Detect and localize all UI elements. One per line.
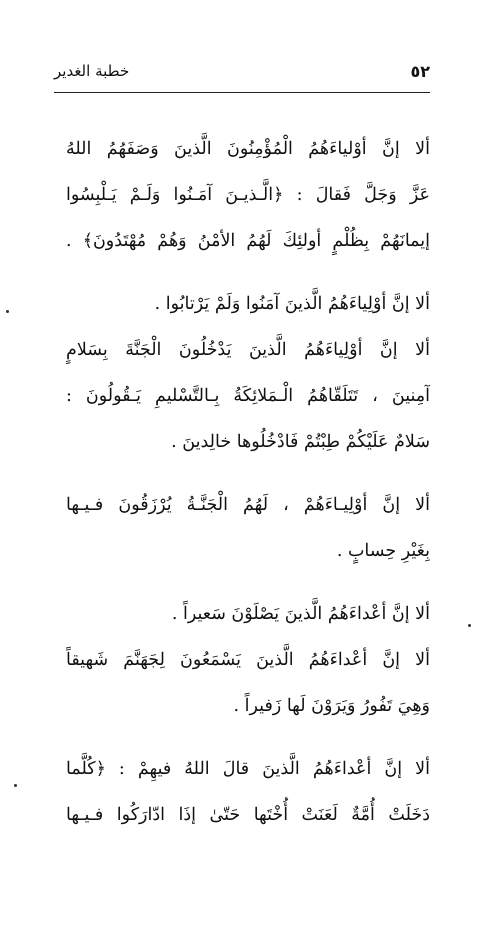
paragraph-4 — [66, 482, 430, 574]
running-title: خطبة الغدير — [54, 62, 130, 80]
text-line: بِغَيْرِ حِسابٍ . — [336, 541, 430, 561]
paragraph-3 — [66, 327, 430, 465]
paragraph-1 — [66, 126, 430, 264]
margin-speck — [6, 310, 9, 313]
text-line: وَهِيَ تَفُورُ وَيَرَوْنَ لَها زَفيراً . — [233, 696, 430, 716]
margin-speck — [468, 624, 471, 627]
text-line: ألا إنَّ أوْلياءَهُمُ الْمُؤْمِنُونَ الَّذينَ وَصَفَهُمُ اللهُ — [66, 139, 430, 159]
text-line: ألا إنَّ أعْداءَهُمُ الَّذينَ يَصْلَوْنَ سَعيراً . — [171, 604, 430, 624]
paragraph-6 — [66, 637, 430, 729]
text-line: ألا إنَّ أعْداءَهُمُ الَّذينَ قالَ اللهُ فيهِمْ : ﴿كُلَّما — [66, 759, 430, 779]
page-number: ٥٢ — [410, 62, 430, 81]
text-line: عَزَّ وَجَلَّ فَقالَ : ﴿الَّـذيـنَ آمَـنُوا وَلَـمْ يَـلْبِسُوا — [66, 185, 430, 205]
text-line: سَلامٌ عَلَيْكُمْ طِبْتُمْ فَادْخُلُوها خالِدينَ . — [171, 432, 430, 452]
paragraph-7 — [66, 746, 430, 838]
header-rule — [54, 92, 430, 93]
text-line: ألا إنَّ أوْلِياءَهُمُ الَّذينَ يَدْخُلُونَ الْجَنَّةَ بِسَلامٍ — [66, 340, 430, 360]
text-line: ألا إنَّ أعْداءَهُمُ الَّذينَ يَسْمَعُونَ لِجَهَنَّمَ شَهيقاً — [66, 650, 430, 670]
text-line: إيمانَهُمْ بِظُلْمٍ أولئِكَ لَهُمُ الأمْنُ وَهُمْ مُهْتَدُونَ﴾ . — [66, 231, 430, 251]
paragraph-5 — [66, 591, 430, 637]
text-line: آمِنينَ ، تَتَلَقّاهُمُ الْـمَلائِكَةُ بِـالتَّسْليمِ يَـقُولُونَ : — [66, 386, 430, 406]
margin-speck — [14, 784, 17, 787]
text-line: دَخَلَتْ أُمَّةٌ لَعَنَتْ أُخْتَها حَتّىٰ إذَا ادّارَكُوا فـيـها — [66, 805, 430, 825]
page-header — [54, 62, 430, 88]
text-line: ألا إنَّ أوْلِيـاءَهُمْ ، لَهُمُ الْجَنَّـةُ يُرْزَقُونَ فـيـها — [66, 495, 430, 515]
page-body — [66, 126, 430, 855]
paragraph-2 — [66, 281, 430, 327]
text-line: ألا إنَّ أوْلِياءَهُمُ الَّذينَ آمَنُوا وَلَمْ يَرْتابُوا . — [154, 294, 430, 314]
